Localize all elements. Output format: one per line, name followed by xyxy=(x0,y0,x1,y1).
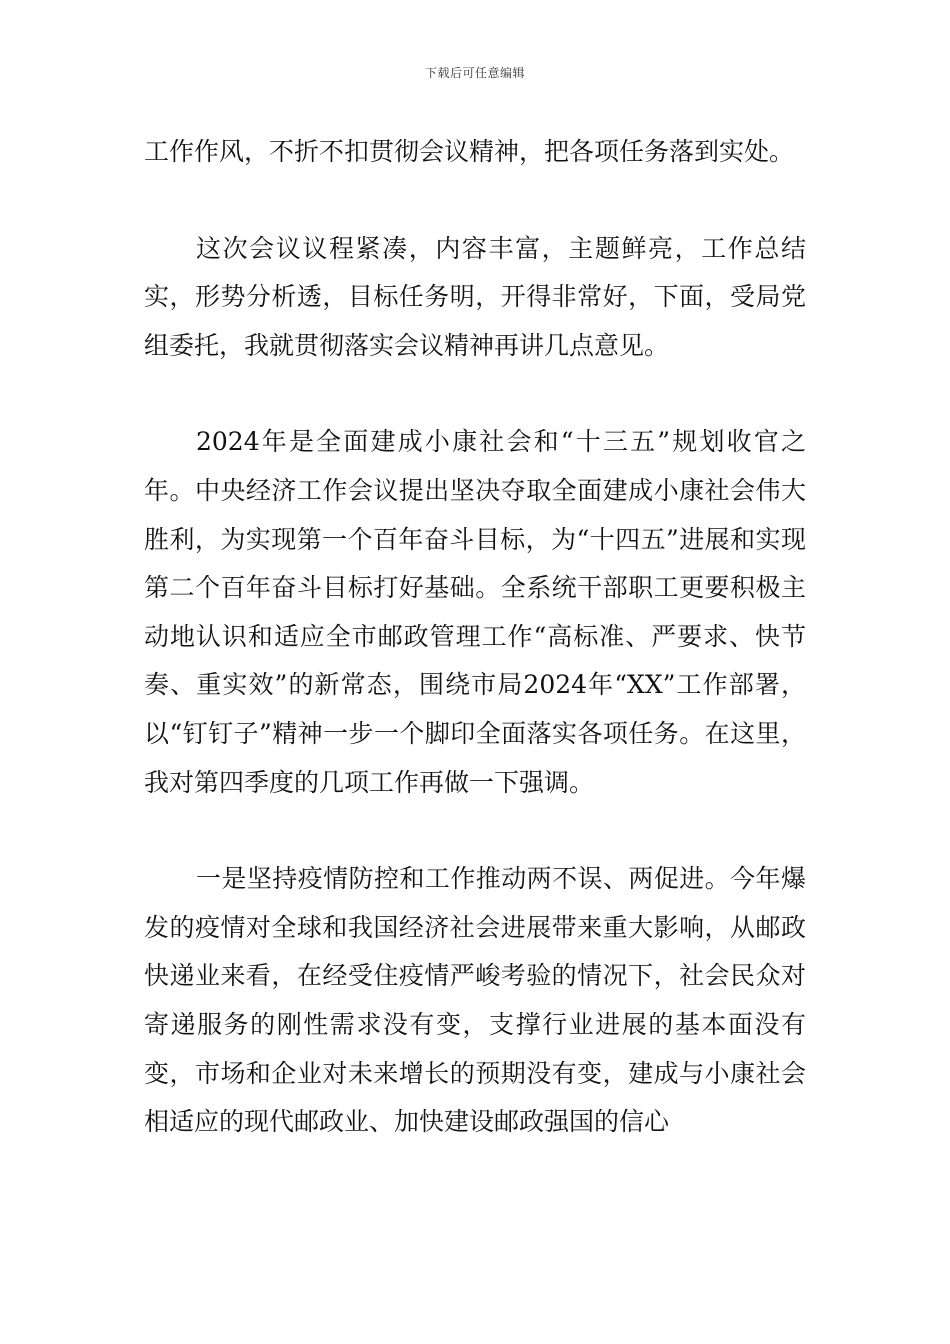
document-body xyxy=(144,128,806,1147)
paragraph-2: 这次会议议程紧凑，内容丰富，主题鲜亮，工作总结实，形势分析透，目标任务明，开得非常好，下面，受局党组委托，我就贯彻落实会议精神再讲几点意见。 xyxy=(144,233,806,360)
paragraph-gap xyxy=(144,807,806,855)
paragraph-4: 一是坚持疫情防控和工作推动两不误、两促进。今年爆发的疫情对全球和我国经济社会进展带来重大影响，从邮政快递业来看，在经受住疫情严峻考验的情况下，社会民众对寄递服务的刚性需求没有变，支撑行业进展的基本面没有变，市场和企业对未来增长的预期没有变，建成与小康社会相适应的现代邮政业、加快建设邮政强国的信心 xyxy=(144,864,806,1137)
paragraph-gap xyxy=(144,370,806,418)
page-header: 下载后可任意编辑 xyxy=(424,66,525,80)
paragraph-3: 2024年是全面建成小康社会和“十三五”规划收官之年。中央经济工作会议提出坚决夺取全面建成小康社会伟大胜利，为实现第一个百年奋斗目标，为“十四五”进展和实现第二个百年奋斗目标打好基础。全系统干部职工更要积极主动地认识和适应全市邮政管理工作“高标准、严要求、快节奏、重实效”的新常态，围绕市局2024年“XX”工作部署，以“钉钉子”精神一步一个脚印全面落实各项任务。在这里，我对第四季度的几项工作再做一下强调。 xyxy=(144,427,806,797)
paragraph-1: 工作作风，不折不扣贯彻会议精神，把各项任务落到实处。 xyxy=(144,137,795,166)
paragraph-gap xyxy=(144,177,806,225)
